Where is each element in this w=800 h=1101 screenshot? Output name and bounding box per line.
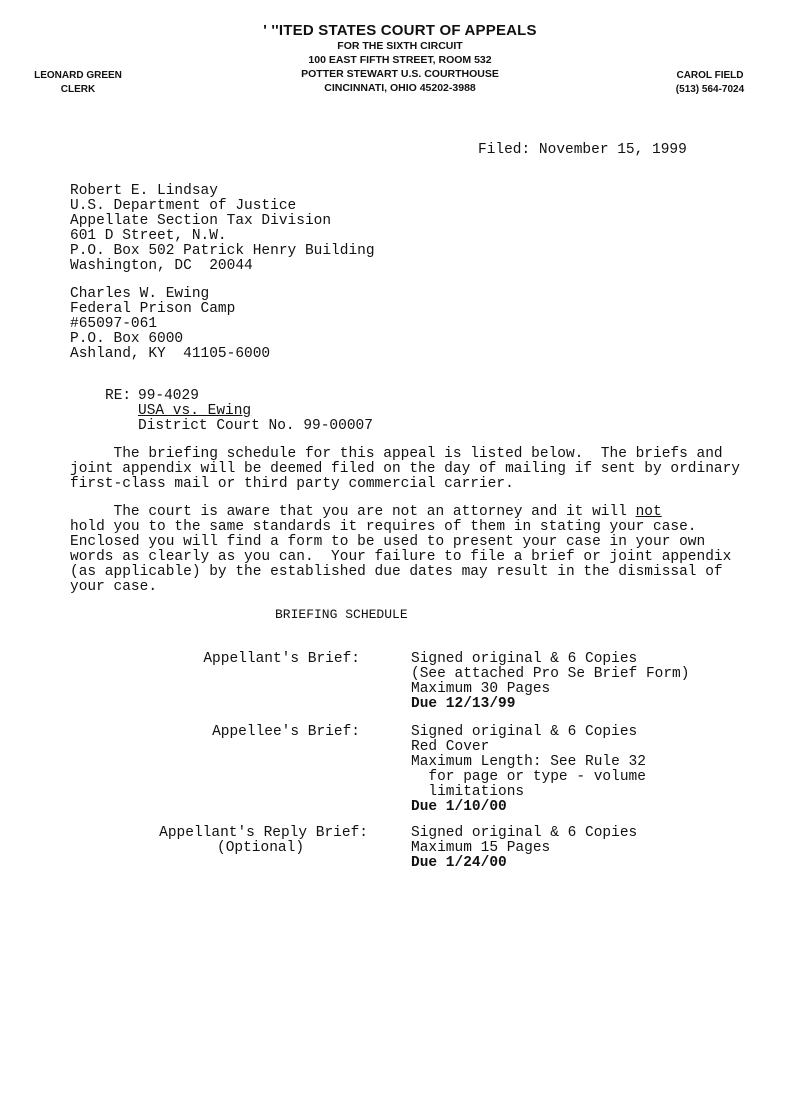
detail-line: Signed original & 6 Copies xyxy=(411,825,638,841)
clerk-title: CLERK xyxy=(60,84,96,95)
case-number: 99-4029 xyxy=(138,388,199,404)
schedule-details-appellee xyxy=(411,725,646,815)
address-line: U.S. Department of Justice xyxy=(70,198,297,214)
detail-line: Maximum 30 Pages xyxy=(411,681,551,697)
clerk-name: LEONARD GREEN xyxy=(34,70,122,81)
detail-line: (See attached Pro Se Brief Form) xyxy=(411,666,690,682)
address-line: Federal Prison Camp xyxy=(70,301,236,317)
filed-date: Filed: November 15, 1999 xyxy=(478,142,687,158)
paragraph-line: (as applicable) by the established due dates may result in the dismissal of xyxy=(70,564,723,580)
detail-line: Signed original & 6 Copies xyxy=(411,651,638,667)
court-city: CINCINNATI, OHIO 45202-3988 xyxy=(324,82,476,94)
recipient-block-2 xyxy=(70,287,270,362)
schedule-sublabel-optional: (Optional) xyxy=(217,840,305,856)
paragraph-line: hold you to the same standards it requires of them in stating your case. xyxy=(70,519,697,535)
paragraph-line: Enclosed you will find a form to be used to present your case in your own xyxy=(70,534,706,550)
schedule-details-reply xyxy=(411,826,637,871)
paragraph-pro-se xyxy=(70,505,731,595)
address-line: Appellate Section Tax Division xyxy=(70,213,332,229)
paragraph-line: joint appendix will be deemed filed on the day of mailing if sent by ordinary xyxy=(70,461,741,477)
detail-line: for page or type - volume xyxy=(411,769,646,785)
address-line: P.O. Box 6000 xyxy=(70,331,184,347)
schedule-heading: BRIEFING SCHEDULE xyxy=(275,607,408,622)
underlined-not: not xyxy=(635,504,662,520)
contact-phone: (513) 564-7024 xyxy=(675,84,745,95)
due-date: Due 1/24/00 xyxy=(411,855,507,871)
recipient-block-1 xyxy=(70,184,375,274)
schedule-label-appellee: Appellee's Brief: xyxy=(212,724,360,740)
address-line: 601 D Street, N.W. xyxy=(70,228,227,244)
address-line: #65097-061 xyxy=(70,316,158,332)
due-date: Due 1/10/00 xyxy=(411,799,507,815)
court-street: 100 EAST FIFTH STREET, ROOM 532 xyxy=(308,54,492,66)
paragraph-briefing xyxy=(70,447,740,492)
address-line: Charles W. Ewing xyxy=(70,286,210,302)
address-line: Ashland, KY 41105-6000 xyxy=(70,346,271,362)
paragraph-line: The briefing schedule for this appeal is listed below. The briefs and xyxy=(70,446,723,462)
paragraph-line: first-class mail or third party commercial carrier. xyxy=(70,476,514,492)
paragraph-line: your case. xyxy=(70,579,158,595)
address-line: P.O. Box 502 Patrick Henry Building xyxy=(70,243,375,259)
address-line: Washington, DC 20044 xyxy=(70,258,253,274)
schedule-label-appellant: Appellant's Brief: xyxy=(203,651,360,667)
paragraph-line: words as clearly as you can. Your failure to file a brief or joint appendix xyxy=(70,549,732,565)
detail-line: Signed original & 6 Copies xyxy=(411,724,638,740)
case-title: USA vs. Ewing xyxy=(138,403,252,419)
court-building: POTTER STEWART U.S. COURTHOUSE xyxy=(301,68,499,80)
detail-line: Maximum Length: See Rule 32 xyxy=(411,754,646,770)
detail-line: Red Cover xyxy=(411,739,490,755)
due-date: Due 12/13/99 xyxy=(411,696,516,712)
court-name: ' ''ITED STATES COURT OF APPEALS xyxy=(263,22,537,39)
detail-line: Maximum 15 Pages xyxy=(411,840,551,856)
contact-name: CAROL FIELD xyxy=(676,70,744,81)
schedule-label-reply: Appellant's Reply Brief: xyxy=(159,825,368,841)
re-label: RE: xyxy=(105,388,132,404)
detail-line: limitations xyxy=(411,784,525,800)
address-line: Robert E. Lindsay xyxy=(70,183,218,199)
court-circuit: FOR THE SIXTH CIRCUIT xyxy=(337,40,463,52)
re-block xyxy=(138,389,373,434)
paragraph-text: The court is aware that you are not an attorney and it will xyxy=(70,504,636,520)
paragraph-line xyxy=(70,505,731,520)
district-court-number: District Court No. 99-00007 xyxy=(138,418,373,434)
schedule-details-appellant xyxy=(411,652,689,712)
